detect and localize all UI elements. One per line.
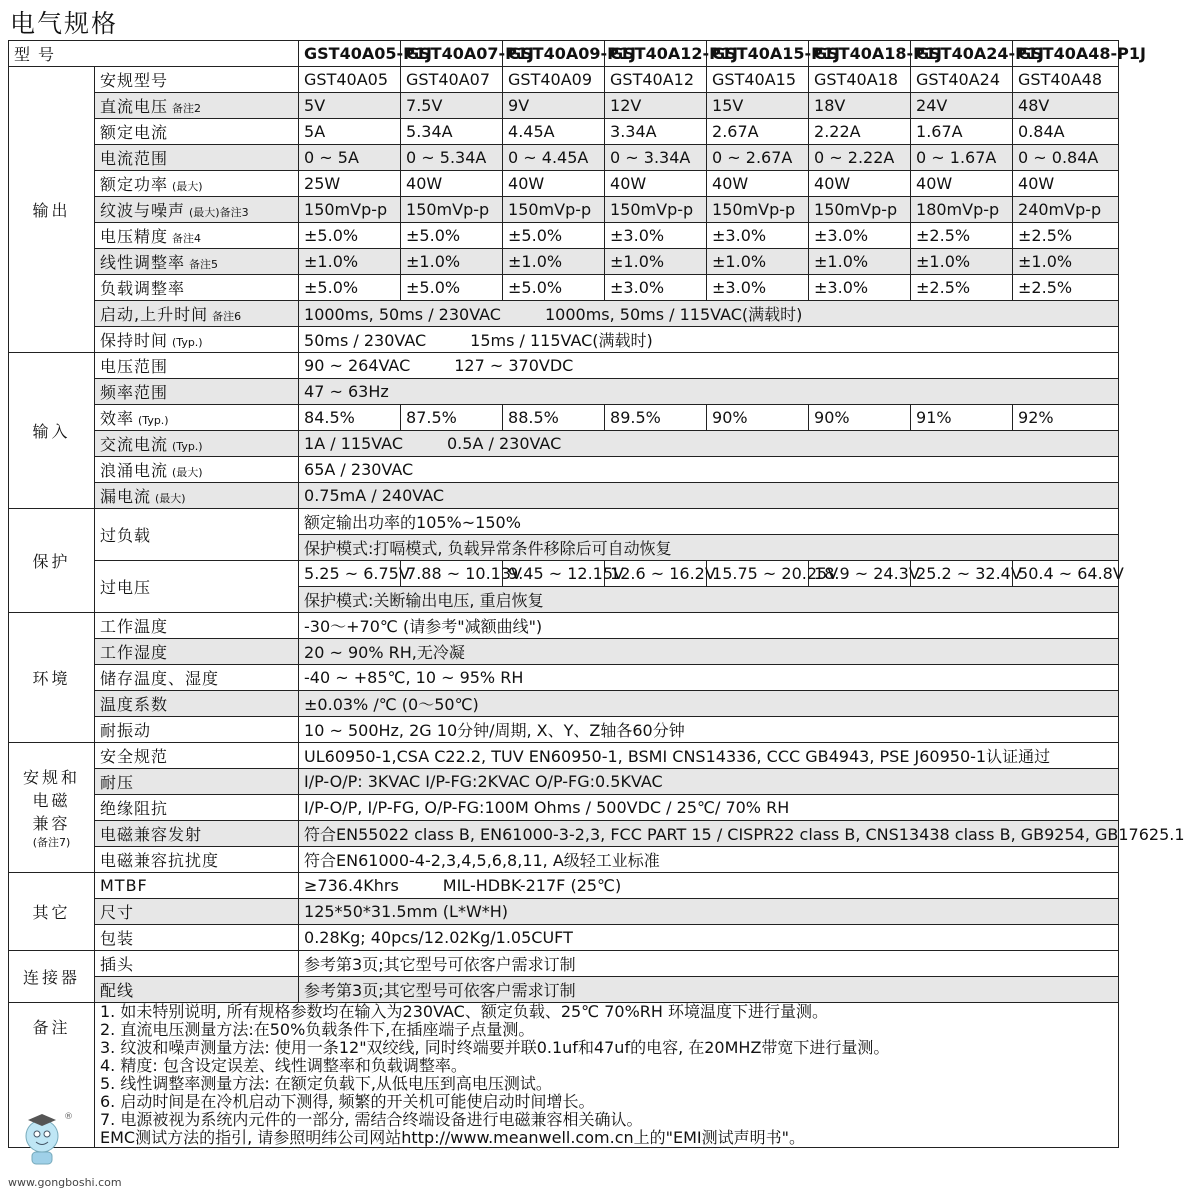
spec-value: ±3.0% bbox=[605, 275, 707, 301]
spec-value: ±2.5% bbox=[911, 223, 1013, 249]
table-row bbox=[9, 769, 1119, 795]
model-name: GST40A24-P1J bbox=[911, 41, 1013, 67]
row-label: 安全规范 bbox=[95, 743, 299, 769]
spec-value: ±0.03% /℃ (0～50℃) bbox=[299, 691, 1119, 717]
table-row bbox=[9, 613, 1119, 639]
table-row bbox=[9, 457, 1119, 483]
section-label: 其它 bbox=[9, 873, 95, 951]
table-row bbox=[9, 431, 1119, 457]
spec-value: 150mVp-p bbox=[605, 197, 707, 223]
spec-value: 40W bbox=[911, 171, 1013, 197]
spec-value: 0 ~ 5.34A bbox=[401, 145, 503, 171]
spec-value: ±5.0% bbox=[299, 223, 401, 249]
spec-value: 40W bbox=[809, 171, 911, 197]
table-row bbox=[9, 353, 1119, 379]
spec-value: 保护模式:打嗝模式, 负载异常条件移除后可自动恢复 bbox=[299, 535, 1119, 561]
section-label: 环境 bbox=[9, 613, 95, 743]
row-note: (最大)备注3 bbox=[189, 206, 249, 219]
note-line: 7. 电源被视为系统内元件的一部分, 需结合终端设备进行电磁兼容相关确认。 bbox=[100, 1110, 643, 1129]
spec-value: 3.34A bbox=[605, 119, 707, 145]
spec-value: ±3.0% bbox=[707, 223, 809, 249]
spec-value: 参考第3页;其它型号可依客户需求订制 bbox=[299, 951, 1119, 977]
spec-value: 12.6 ~ 16.2V bbox=[605, 561, 707, 587]
spec-value: 0 ~ 0.84A bbox=[1013, 145, 1119, 171]
table-row bbox=[9, 977, 1119, 1003]
table-row bbox=[9, 483, 1119, 509]
spec-value: 150mVp-p bbox=[707, 197, 809, 223]
note-line: 2. 直流电压测量方法:在50%负载条件下,在插座端子点量测。 bbox=[100, 1020, 535, 1039]
row-label: 漏电流 (最大) bbox=[95, 483, 299, 509]
table-row bbox=[9, 145, 1119, 171]
spec-value: ±1.0% bbox=[299, 249, 401, 275]
spec-value: GST40A24 bbox=[911, 67, 1013, 93]
table-row bbox=[9, 249, 1119, 275]
table-row bbox=[9, 717, 1119, 743]
spec-value: -30～+70℃ (请参考"减额曲线") bbox=[299, 613, 1119, 639]
spec-value: 5.25 ~ 6.75V bbox=[299, 561, 401, 587]
spec-value: 48V bbox=[1013, 93, 1119, 119]
spec-value: 50ms / 230VAC 15ms / 115VAC(满载时) bbox=[299, 327, 1119, 353]
spec-value: 保护模式:关断输出电压, 重启恢复 bbox=[299, 587, 1119, 613]
spec-value: 92% bbox=[1013, 405, 1119, 431]
spec-value: ±5.0% bbox=[503, 275, 605, 301]
note-line: 5. 线性调整率测量方法: 在额定负载下,从低电压到高电压测试。 bbox=[100, 1074, 552, 1093]
spec-value: 87.5% bbox=[401, 405, 503, 431]
spec-value: ±1.0% bbox=[401, 249, 503, 275]
table-row bbox=[9, 821, 1119, 847]
spec-value: 150mVp-p bbox=[809, 197, 911, 223]
row-label: 尺寸 bbox=[95, 899, 299, 925]
row-label: 安规型号 bbox=[95, 67, 299, 93]
spec-value: 125*50*31.5mm (L*W*H) bbox=[299, 899, 1119, 925]
spec-value: 40W bbox=[605, 171, 707, 197]
spec-value: ±5.0% bbox=[503, 223, 605, 249]
spec-value: 25.2 ~ 32.4V bbox=[911, 561, 1013, 587]
row-label: 额定功率 (最大) bbox=[95, 171, 299, 197]
section-label: 输入 bbox=[9, 353, 95, 509]
spec-value: 0 ~ 2.67A bbox=[707, 145, 809, 171]
note-line: 1. 如未特别说明, 所有规格参数均在输入为230VAC、额定负载、25℃ 70%RH 环境温度下进行量测。 bbox=[100, 1002, 829, 1021]
row-note: 备注5 bbox=[189, 258, 219, 271]
spec-value: 符合EN61000-4-2,3,4,5,6,8,11, A级轻工业标准 bbox=[299, 847, 1119, 873]
spec-value: UL60950-1,CSA C22.2, TUV EN60950-1, BSMI CNS14336, CCC GB4943, PSE J60950-1认证通过 bbox=[299, 743, 1119, 769]
row-label: 电压范围 bbox=[95, 353, 299, 379]
row-label: 电压精度 备注4 bbox=[95, 223, 299, 249]
spec-value: 0.84A bbox=[1013, 119, 1119, 145]
spec-value: 参考第3页;其它型号可依客户需求订制 bbox=[299, 977, 1119, 1003]
spec-value: ±3.0% bbox=[809, 223, 911, 249]
row-label: 工作湿度 bbox=[95, 639, 299, 665]
spec-value: 24V bbox=[911, 93, 1013, 119]
spec-value: 0 ~ 2.22A bbox=[809, 145, 911, 171]
row-label: 线性调整率 备注5 bbox=[95, 249, 299, 275]
table-row bbox=[9, 795, 1119, 821]
spec-value: 89.5% bbox=[605, 405, 707, 431]
table-row bbox=[9, 899, 1119, 925]
spec-value: ±3.0% bbox=[809, 275, 911, 301]
spec-value: 84.5% bbox=[299, 405, 401, 431]
spec-value: 12V bbox=[605, 93, 707, 119]
spec-value: 20 ~ 90% RH,无冷凝 bbox=[299, 639, 1119, 665]
notes-list bbox=[95, 1003, 1119, 1148]
row-label: 电流范围 bbox=[95, 145, 299, 171]
spec-value: -40 ~ +85℃, 10 ~ 95% RH bbox=[299, 665, 1119, 691]
spec-value: 50.4 ~ 64.8V bbox=[1013, 561, 1119, 587]
spec-value: ±1.0% bbox=[707, 249, 809, 275]
spec-value: 240mVp-p bbox=[1013, 197, 1119, 223]
spec-value: 18.9 ~ 24.3V bbox=[809, 561, 911, 587]
row-note: (Typ.) bbox=[138, 414, 169, 427]
row-label: 电磁兼容抗扰度 bbox=[95, 847, 299, 873]
spec-value: 1000ms, 50ms / 230VAC 1000ms, 50ms / 115VAC(满载时) bbox=[299, 301, 1119, 327]
row-label: MTBF bbox=[95, 873, 299, 899]
model-name: GST40A18-P1J bbox=[809, 41, 911, 67]
spec-value: ±2.5% bbox=[911, 275, 1013, 301]
spec-value: GST40A48 bbox=[1013, 67, 1119, 93]
note-line: EMC测试方法的指引, 请参照明纬公司网站http://www.meanwell.com.cn上的"EMI测试声明书"。 bbox=[100, 1128, 805, 1147]
spec-value: 9.45 ~ 12.15V bbox=[503, 561, 605, 587]
table-row bbox=[9, 197, 1119, 223]
spec-value: 90 ~ 264VAC 127 ~ 370VDC bbox=[299, 353, 1119, 379]
row-label: 额定电流 bbox=[95, 119, 299, 145]
spec-value: 2.22A bbox=[809, 119, 911, 145]
row-label: 温度系数 bbox=[95, 691, 299, 717]
spec-value: 150mVp-p bbox=[503, 197, 605, 223]
note-line: 6. 启动时间是在冷机启动下测得, 频繁的开关机可能使启动时间增长。 bbox=[100, 1092, 595, 1111]
row-note: 备注4 bbox=[172, 232, 202, 245]
table-row bbox=[9, 743, 1119, 769]
row-note: 备注6 bbox=[212, 310, 242, 323]
spec-value: ±2.5% bbox=[1013, 223, 1119, 249]
row-label: 耐压 bbox=[95, 769, 299, 795]
spec-value: I/P-O/P, I/P-FG, O/P-FG:100M Ohms / 500VDC / 25℃/ 70% RH bbox=[299, 795, 1119, 821]
spec-value: 0 ~ 4.45A bbox=[503, 145, 605, 171]
spec-value: 40W bbox=[401, 171, 503, 197]
spec-value: ±1.0% bbox=[911, 249, 1013, 275]
spec-value: GST40A15 bbox=[707, 67, 809, 93]
spec-value: ±5.0% bbox=[401, 223, 503, 249]
spec-value: ±2.5% bbox=[1013, 275, 1119, 301]
spec-value: 0 ~ 1.67A bbox=[911, 145, 1013, 171]
row-note: (最大) bbox=[172, 466, 203, 479]
table-row bbox=[9, 379, 1119, 405]
spec-value: 90% bbox=[809, 405, 911, 431]
table-row bbox=[9, 171, 1119, 197]
row-label: 过电压 bbox=[95, 561, 299, 613]
row-note: (最大) bbox=[155, 492, 186, 505]
spec-value: 1A / 115VAC 0.5A / 230VAC bbox=[299, 431, 1119, 457]
table-row bbox=[9, 561, 1119, 587]
row-label: 配线 bbox=[95, 977, 299, 1003]
section-label: 备注 bbox=[9, 1003, 95, 1148]
row-label: 直流电压 备注2 bbox=[95, 93, 299, 119]
table-row bbox=[9, 223, 1119, 249]
model-row bbox=[9, 41, 1119, 67]
row-label: 绝缘阻抗 bbox=[95, 795, 299, 821]
spec-value: 150mVp-p bbox=[299, 197, 401, 223]
table-row bbox=[9, 67, 1119, 93]
table-row bbox=[9, 327, 1119, 353]
spec-value: ±1.0% bbox=[503, 249, 605, 275]
section-label: 保护 bbox=[9, 509, 95, 613]
spec-value: 0 ~ 5A bbox=[299, 145, 401, 171]
spec-value: 40W bbox=[707, 171, 809, 197]
spec-value: ±3.0% bbox=[605, 223, 707, 249]
spec-value: 7.5V bbox=[401, 93, 503, 119]
spec-value: 180mVp-p bbox=[911, 197, 1013, 223]
note-line: 4. 精度: 包含设定误差、线性调整率和负载调整率。 bbox=[100, 1056, 467, 1075]
model-name: GST40A48-P1J bbox=[1013, 41, 1119, 67]
spec-value: 4.45A bbox=[503, 119, 605, 145]
spec-value: 40W bbox=[1013, 171, 1119, 197]
spec-value: 47 ~ 63Hz bbox=[299, 379, 1119, 405]
spec-value: 0.75mA / 240VAC bbox=[299, 483, 1119, 509]
row-label: 浪涌电流 (最大) bbox=[95, 457, 299, 483]
spec-value: ≥736.4Khrs MIL-HDBK-217F (25℃) bbox=[299, 873, 1119, 899]
table-row bbox=[9, 847, 1119, 873]
spec-value: 40W bbox=[503, 171, 605, 197]
row-label: 保持时间 (Typ.) bbox=[95, 327, 299, 353]
table-row bbox=[9, 665, 1119, 691]
spec-value: ±1.0% bbox=[809, 249, 911, 275]
spec-value: 90% bbox=[707, 405, 809, 431]
spec-value: GST40A18 bbox=[809, 67, 911, 93]
row-note: (最大) bbox=[172, 180, 203, 193]
table-row bbox=[9, 951, 1119, 977]
note-line: 3. 纹波和噪声测量方法: 使用一条12"双绞线, 同时终端要并联0.1uf和47uf的电容, 在20MHZ带宽下进行量测。 bbox=[100, 1038, 890, 1057]
row-note: 备注2 bbox=[172, 102, 202, 115]
row-label: 储存温度、湿度 bbox=[95, 665, 299, 691]
model-name: GST40A15-P1J bbox=[707, 41, 809, 67]
spec-value: 0.28Kg; 40pcs/12.02Kg/1.05CUFT bbox=[299, 925, 1119, 951]
row-note: (Typ.) bbox=[172, 440, 203, 453]
table-row bbox=[9, 119, 1119, 145]
spec-value: 18V bbox=[809, 93, 911, 119]
model-label: 型号 bbox=[9, 41, 299, 67]
section-label: 安规和 电磁 兼容 (备注7) bbox=[9, 743, 95, 873]
notes-row bbox=[9, 1003, 1119, 1148]
spec-value: 9V bbox=[503, 93, 605, 119]
spec-value: 符合EN55022 class B, EN61000-3-2,3, FCC PART 15 / CISPR22 class B, CNS13438 class B, GB9254, GB17625.1 bbox=[299, 821, 1119, 847]
page-title: 电气规格 bbox=[10, 9, 119, 38]
spec-value: 88.5% bbox=[503, 405, 605, 431]
row-label: 电磁兼容发射 bbox=[95, 821, 299, 847]
spec-value: 额定输出功率的105%~150% bbox=[299, 509, 1119, 535]
spec-value: ±1.0% bbox=[605, 249, 707, 275]
table-row bbox=[9, 93, 1119, 119]
spec-value: GST40A12 bbox=[605, 67, 707, 93]
spec-value: 7.88 ~ 10.13V bbox=[401, 561, 503, 587]
model-name: GST40A07-P1J bbox=[401, 41, 503, 67]
table-row bbox=[9, 691, 1119, 717]
spec-value: ±1.0% bbox=[1013, 249, 1119, 275]
row-label: 包装 bbox=[95, 925, 299, 951]
spec-value: 65A / 230VAC bbox=[299, 457, 1119, 483]
spec-value: 91% bbox=[911, 405, 1013, 431]
model-name: GST40A09-P1J bbox=[503, 41, 605, 67]
table-row bbox=[9, 639, 1119, 665]
row-note: (Typ.) bbox=[172, 336, 203, 349]
spec-value: 15.75 ~ 20.25V bbox=[707, 561, 809, 587]
spec-value: 15V bbox=[707, 93, 809, 119]
spec-value: ±5.0% bbox=[401, 275, 503, 301]
model-name: GST40A05-P1J bbox=[299, 41, 401, 67]
table-row bbox=[9, 275, 1119, 301]
table-row bbox=[9, 925, 1119, 951]
table-row bbox=[9, 405, 1119, 431]
row-label: 效率 (Typ.) bbox=[95, 405, 299, 431]
row-label: 频率范围 bbox=[95, 379, 299, 405]
spec-value: 150mVp-p bbox=[401, 197, 503, 223]
spec-value: 2.67A bbox=[707, 119, 809, 145]
row-label: 负载调整率 bbox=[95, 275, 299, 301]
section-label: 连接器 bbox=[9, 951, 95, 1003]
table-row bbox=[9, 301, 1119, 327]
table-row bbox=[9, 873, 1119, 899]
spec-value: 5V bbox=[299, 93, 401, 119]
spec-value: I/P-O/P: 3KVAC I/P-FG:2KVAC O/P-FG:0.5KVAC bbox=[299, 769, 1119, 795]
watermark: www.gongboshi.com bbox=[8, 1176, 122, 1189]
spec-value: 25W bbox=[299, 171, 401, 197]
row-label: 工作温度 bbox=[95, 613, 299, 639]
spec-value: ±3.0% bbox=[707, 275, 809, 301]
row-label: 启动,上升时间 备注6 bbox=[95, 301, 299, 327]
spec-value: 1.67A bbox=[911, 119, 1013, 145]
spec-value: GST40A09 bbox=[503, 67, 605, 93]
row-label: 插头 bbox=[95, 951, 299, 977]
row-label: 交流电流 (Typ.) bbox=[95, 431, 299, 457]
table-row bbox=[9, 509, 1119, 535]
spec-value: 10 ~ 500Hz, 2G 10分钟/周期, X、Y、Z轴各60分钟 bbox=[299, 717, 1119, 743]
row-label: 耐振动 bbox=[95, 717, 299, 743]
spec-value: 5.34A bbox=[401, 119, 503, 145]
spec-value: GST40A05 bbox=[299, 67, 401, 93]
spec-value: GST40A07 bbox=[401, 67, 503, 93]
row-label: 过负载 bbox=[95, 509, 299, 561]
model-name: GST40A12-P1J bbox=[605, 41, 707, 67]
spec-table bbox=[8, 40, 1185, 1148]
spec-value: 5A bbox=[299, 119, 401, 145]
spec-value: ±5.0% bbox=[299, 275, 401, 301]
spec-value: 0 ~ 3.34A bbox=[605, 145, 707, 171]
row-label: 纹波与噪声 (最大)备注3 bbox=[95, 197, 299, 223]
section-label: 输出 bbox=[9, 67, 95, 353]
registered-mark: ® bbox=[64, 1112, 73, 1122]
